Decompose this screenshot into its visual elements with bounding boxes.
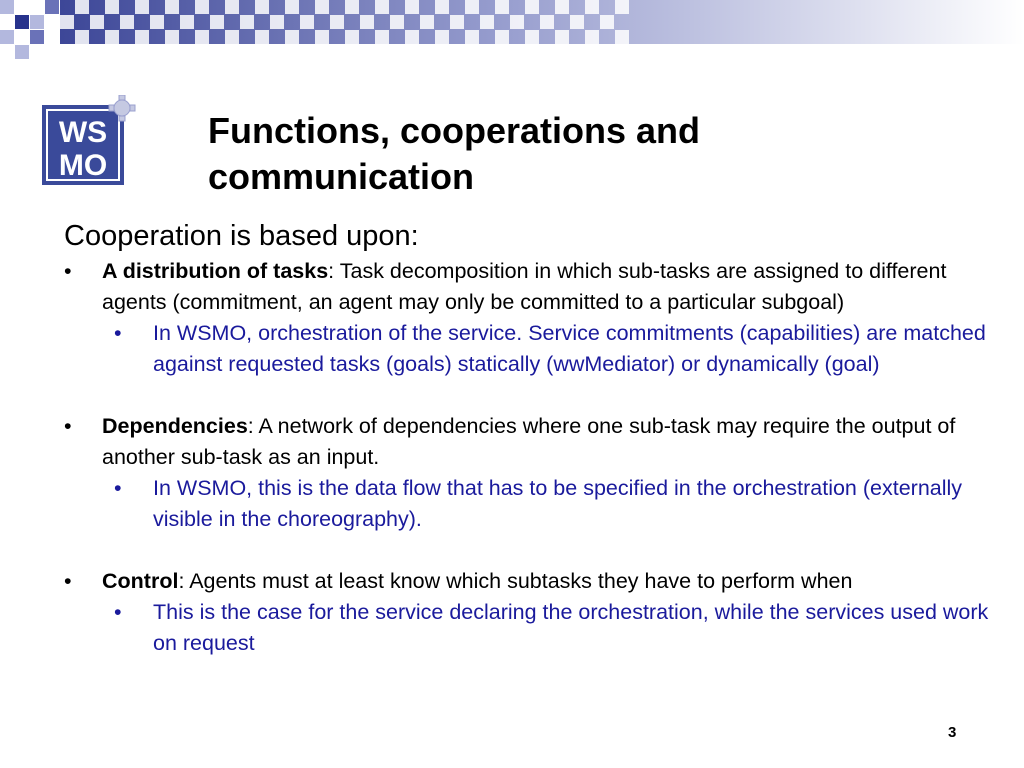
sub-bullet-item (64, 597, 994, 659)
slide-title (208, 108, 968, 200)
sub-bullet-text: In WSMO, this is the data flow that has to be specified in the orchestration (externally visible in the choreography). (153, 476, 963, 531)
bullet-term: Dependencies (102, 414, 248, 438)
wsmo-logo (40, 95, 140, 190)
title-line-2: communication (208, 156, 475, 197)
bullet-term: A distribution of tasks (102, 259, 329, 283)
bullet-text: : Task decomposition in which sub-tasks are assigned to different agents (commitment, an agent may only be committed to a particular subgoal) (102, 259, 947, 314)
sub-bullet-item (64, 473, 994, 535)
bullet-term: Control (102, 569, 179, 593)
bullet-item (64, 566, 994, 597)
svg-text:MO: MO (58, 149, 108, 182)
sub-bullet-item (64, 318, 994, 380)
bullet-glyph: • (114, 600, 122, 624)
bullet-glyph: • (64, 414, 72, 438)
sub-bullet-text: This is the case for the service declaring the orchestration, while the services used work on request (153, 600, 989, 655)
bullet-text: : Agents must at least know which subtasks they have to perform when (178, 569, 853, 593)
bullet-glyph: • (64, 259, 72, 283)
header-band (0, 0, 1024, 62)
title-line-1: Functions, cooperations and (208, 110, 701, 151)
bullet-text: : A network of dependencies where one sub-task may require the output of another sub-task as an input. (102, 414, 956, 469)
bullet-glyph: • (114, 321, 122, 345)
intro-text: Cooperation is based upon: (64, 220, 419, 252)
bullet-glyph: • (64, 569, 72, 593)
bullet-item (64, 411, 994, 473)
svg-text:WS: WS (58, 116, 108, 149)
sub-bullet-text: In WSMO, orchestration of the service. Service commitments (capabilities) are matched against requested tasks (goals) statically (wwMediator) or dynamically (goal) (153, 321, 986, 376)
slide-content (64, 216, 994, 659)
bullet-item (64, 256, 994, 318)
page-number: 3 (948, 724, 957, 741)
bullet-glyph: • (114, 476, 122, 500)
